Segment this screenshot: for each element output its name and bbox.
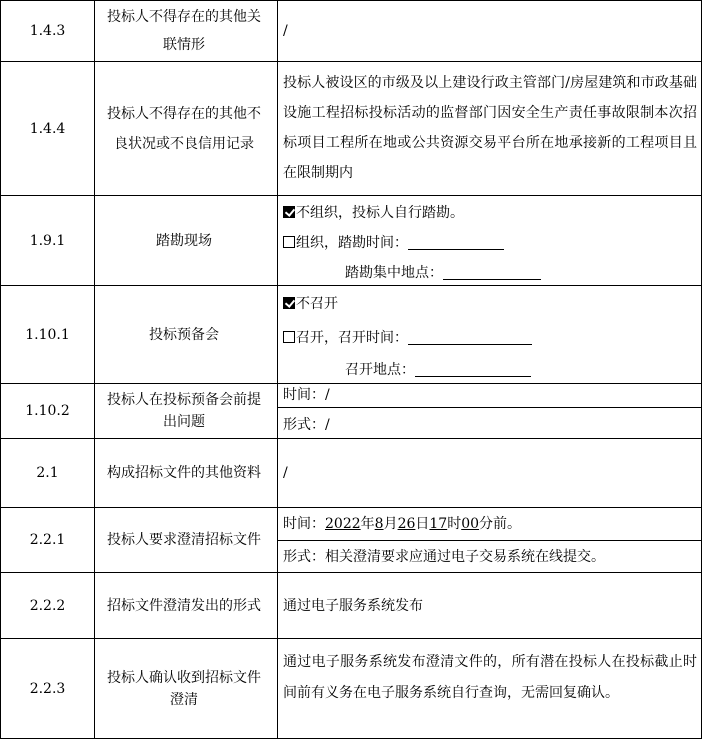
row-number: 2.2.1: [29, 532, 66, 548]
row-number: 2.2.2: [29, 597, 66, 614]
row-item: 投标人确认收到招标文件澄清: [107, 669, 261, 708]
sub-divider: [277, 407, 702, 408]
clarification-deadline: 时间：2022年8月26日17时00分前。: [283, 516, 522, 532]
row-content: /: [283, 23, 288, 39]
row-item: 投标人不得存在的其他关联情形: [107, 9, 261, 53]
checkbox-icon[interactable]: [283, 331, 295, 343]
question-form: 形式：/: [283, 417, 330, 433]
row-number: 1.10.2: [25, 403, 70, 419]
row-content: 通过电子服务系统发布澄清文件的，所有潜在投标人在投标截止时间前有义务在电子服务系统自行查询，无需回复确认。: [283, 654, 697, 701]
row-number: 1.9.1: [29, 232, 66, 249]
row-item: 投标人在投标预备会前提出问题: [107, 392, 261, 430]
checkbox-icon[interactable]: [283, 236, 295, 248]
row-content: 投标人被设区的市级及以上建设行政主管部门/房屋建筑和市政基础设施工程招标投标活动的监督部门因安全生产责任事故限制本次招标项目工程所在地或公共资源交易平台所在地承接新的工程项目且在限制期内: [283, 75, 697, 181]
row-content: 通过电子服务系统发布: [283, 597, 423, 614]
meeting-location-blank[interactable]: [415, 360, 531, 377]
row-number: 2.1: [36, 465, 59, 481]
row-item: 投标人不得存在的其他不良状况或不良信用记录: [107, 105, 261, 152]
option-organize: 组织，踏勘时间：: [283, 233, 504, 253]
row-item: 投标人要求澄清招标文件: [107, 532, 261, 548]
checked-checkbox-icon[interactable]: [283, 206, 295, 218]
checked-checkbox-icon[interactable]: [283, 297, 295, 309]
option-not-held: 不召开: [283, 294, 338, 314]
row-number: 1.4.3: [29, 23, 66, 39]
clarification-form: 形式：相关澄清要求应通过电子交易系统在线提交。: [283, 549, 605, 565]
option-held: 召开，召开时间：: [283, 328, 532, 348]
option-not-organize: 不组织，投标人自行踏勘。: [283, 203, 464, 223]
row-item: 投标预备会: [149, 326, 219, 343]
row-number: 1.4.4: [29, 120, 66, 137]
meeting-time-blank[interactable]: [408, 328, 532, 345]
column-line: [0, 0, 1, 739]
site-visit-time-blank[interactable]: [408, 233, 504, 250]
row-number: 1.10.1: [25, 326, 70, 343]
site-visit-location-line: 踏勘集中地点：: [345, 263, 541, 283]
row-item: 踏勘现场: [156, 232, 212, 249]
row-number: 2.2.3: [29, 680, 66, 697]
row-content: /: [283, 465, 288, 481]
site-visit-location-blank[interactable]: [443, 263, 541, 280]
sub-divider: [277, 540, 702, 541]
question-time: 时间：/: [283, 387, 330, 403]
column-line: [277, 0, 278, 739]
meeting-location-line: 召开地点：: [345, 360, 531, 380]
row-item: 招标文件澄清发出的形式: [107, 597, 261, 614]
row-item: 构成招标文件的其他资料: [107, 465, 261, 481]
